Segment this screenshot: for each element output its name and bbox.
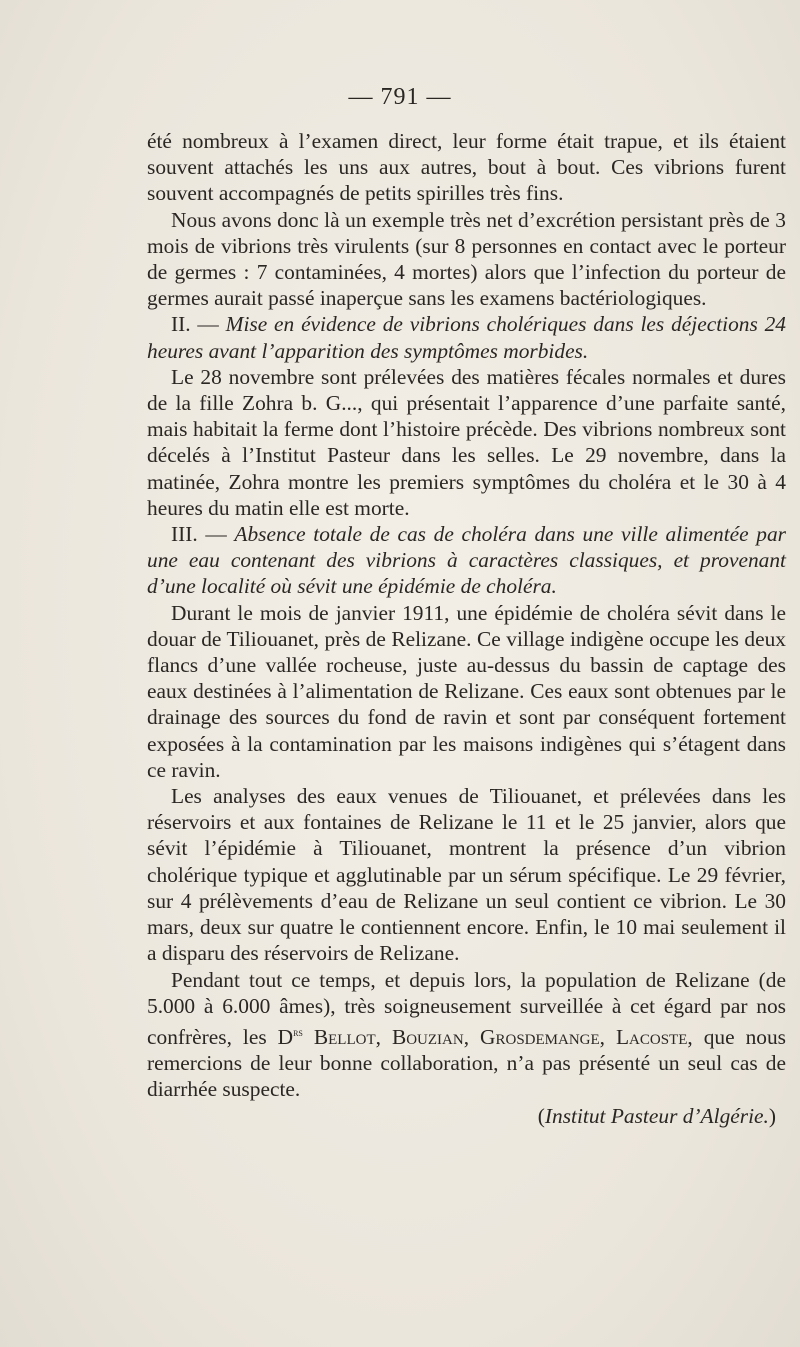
section-title: Absence totale de cas de choléra dans une ville alimentée par une eau contenant des vibrions à caractères classiques, et provenant d’une localité où sévit une épidémie de choléra. — [147, 522, 786, 599]
paragraph-analyses: Les analyses des eaux venues de Tiliouanet, et prélevées dans les réservoirs et aux fontaines de Relizane le 11 et le 25 janvier, alors que sévit l’épidémie à Tiliouanet, montrent la présence d’un vibrion cholérique typique et agglutinable par un sérum spécifique. Le 29 février, sur 4 prélèvements d’eau de Relizane un seul contient ce vibrion. Le 30 mars, deux sur quatre le contiennent encore. Enfin, le 10 mai seulement il a disparu des réservoirs de Relizane. — [147, 784, 786, 966]
section-heading-iii — [147, 521, 786, 600]
signature-text: Institut Pasteur d’Algérie. — [544, 1103, 769, 1128]
paragraph-population — [147, 967, 786, 1103]
section-number: II. — [171, 312, 191, 337]
population-text-end: , que nous remercions de leur bonne collaboration, n’a pas présenté un seul cas de diarrhée suspecte. — [147, 1025, 786, 1102]
paragraph-zohra: Le 28 novembre sont prélevées des matières fécales normales et dures de la fille Zohra b. G..., qui présentait l’apparence d’une parfaite santé, mais habitait la ferme dont l’histoire précède. Des vibrions nombreux sont décelés à l’Institut Pasteur dans les selles. Le 29 novembre, dans la matinée, Zohra montre les premiers symptômes du choléra et le 30 à 4 heures du matin elle est morte. — [147, 364, 786, 520]
paragraph-continuation: été nombreux à l’examen direct, leur forme était trapue, et ils étaient souvent attachés les uns aux autres, bout à bout. Ces vibrions furent souvent accompagnés de petits spirilles très fins. — [147, 129, 786, 206]
paragraph-tiliouanet: Durant le mois de janvier 1911, une épidémie de choléra sévit dans le douar de Tiliouanet, près de Relizane. Ce village indigène occupe les deux flancs d’une vallée rocheuse, juste au-dessus du bassin de captage des eaux destinées à l’alimentation de Relizane. Ces eaux sont obtenues par le drainage des sources du fond de ravin et sont par conséquent fortement exposées à la contamination par les maisons indigènes qui s’étagent dans ce ravin. — [147, 600, 786, 782]
body-text — [147, 128, 786, 1129]
doctor-names: Bellot, Bouzian, Grosdemange, Lacoste — [313, 1025, 688, 1050]
signature: (Institut Pasteur d’Algérie.) — [537, 1103, 776, 1128]
page-number: — 791 — — [348, 84, 452, 110]
section-dash: — — [190, 312, 226, 337]
section-number: III. — [171, 522, 198, 547]
section-title: Mise en évidence de vibrions cholériques dans les déjections 24 heures avant l’apparition des symptômes morbides. — [147, 312, 787, 363]
population-text-start: Pendant tout ce temps, et depuis lors, la population de Relizane (de 5.000 à 6.000 âmes), très soigneusement surveillée à cet égard par nos confrères, les D — [147, 967, 786, 1050]
section-heading-ii — [147, 311, 786, 363]
paragraph-excretion: Nous avons donc là un exemple très net d’excrétion persistant près de 3 mois de vibrions très virulents (sur 8 personnes en contact avec le porteur de germes : 7 contaminées, 4 mortes) alors que l’infection du porteur de germes aurait passé inaperçue sans les examens bactériologiques. — [147, 207, 786, 311]
doctors-superscript: rs — [293, 1024, 303, 1039]
spacer-text — [303, 1025, 314, 1049]
section-dash: — — [197, 522, 235, 547]
